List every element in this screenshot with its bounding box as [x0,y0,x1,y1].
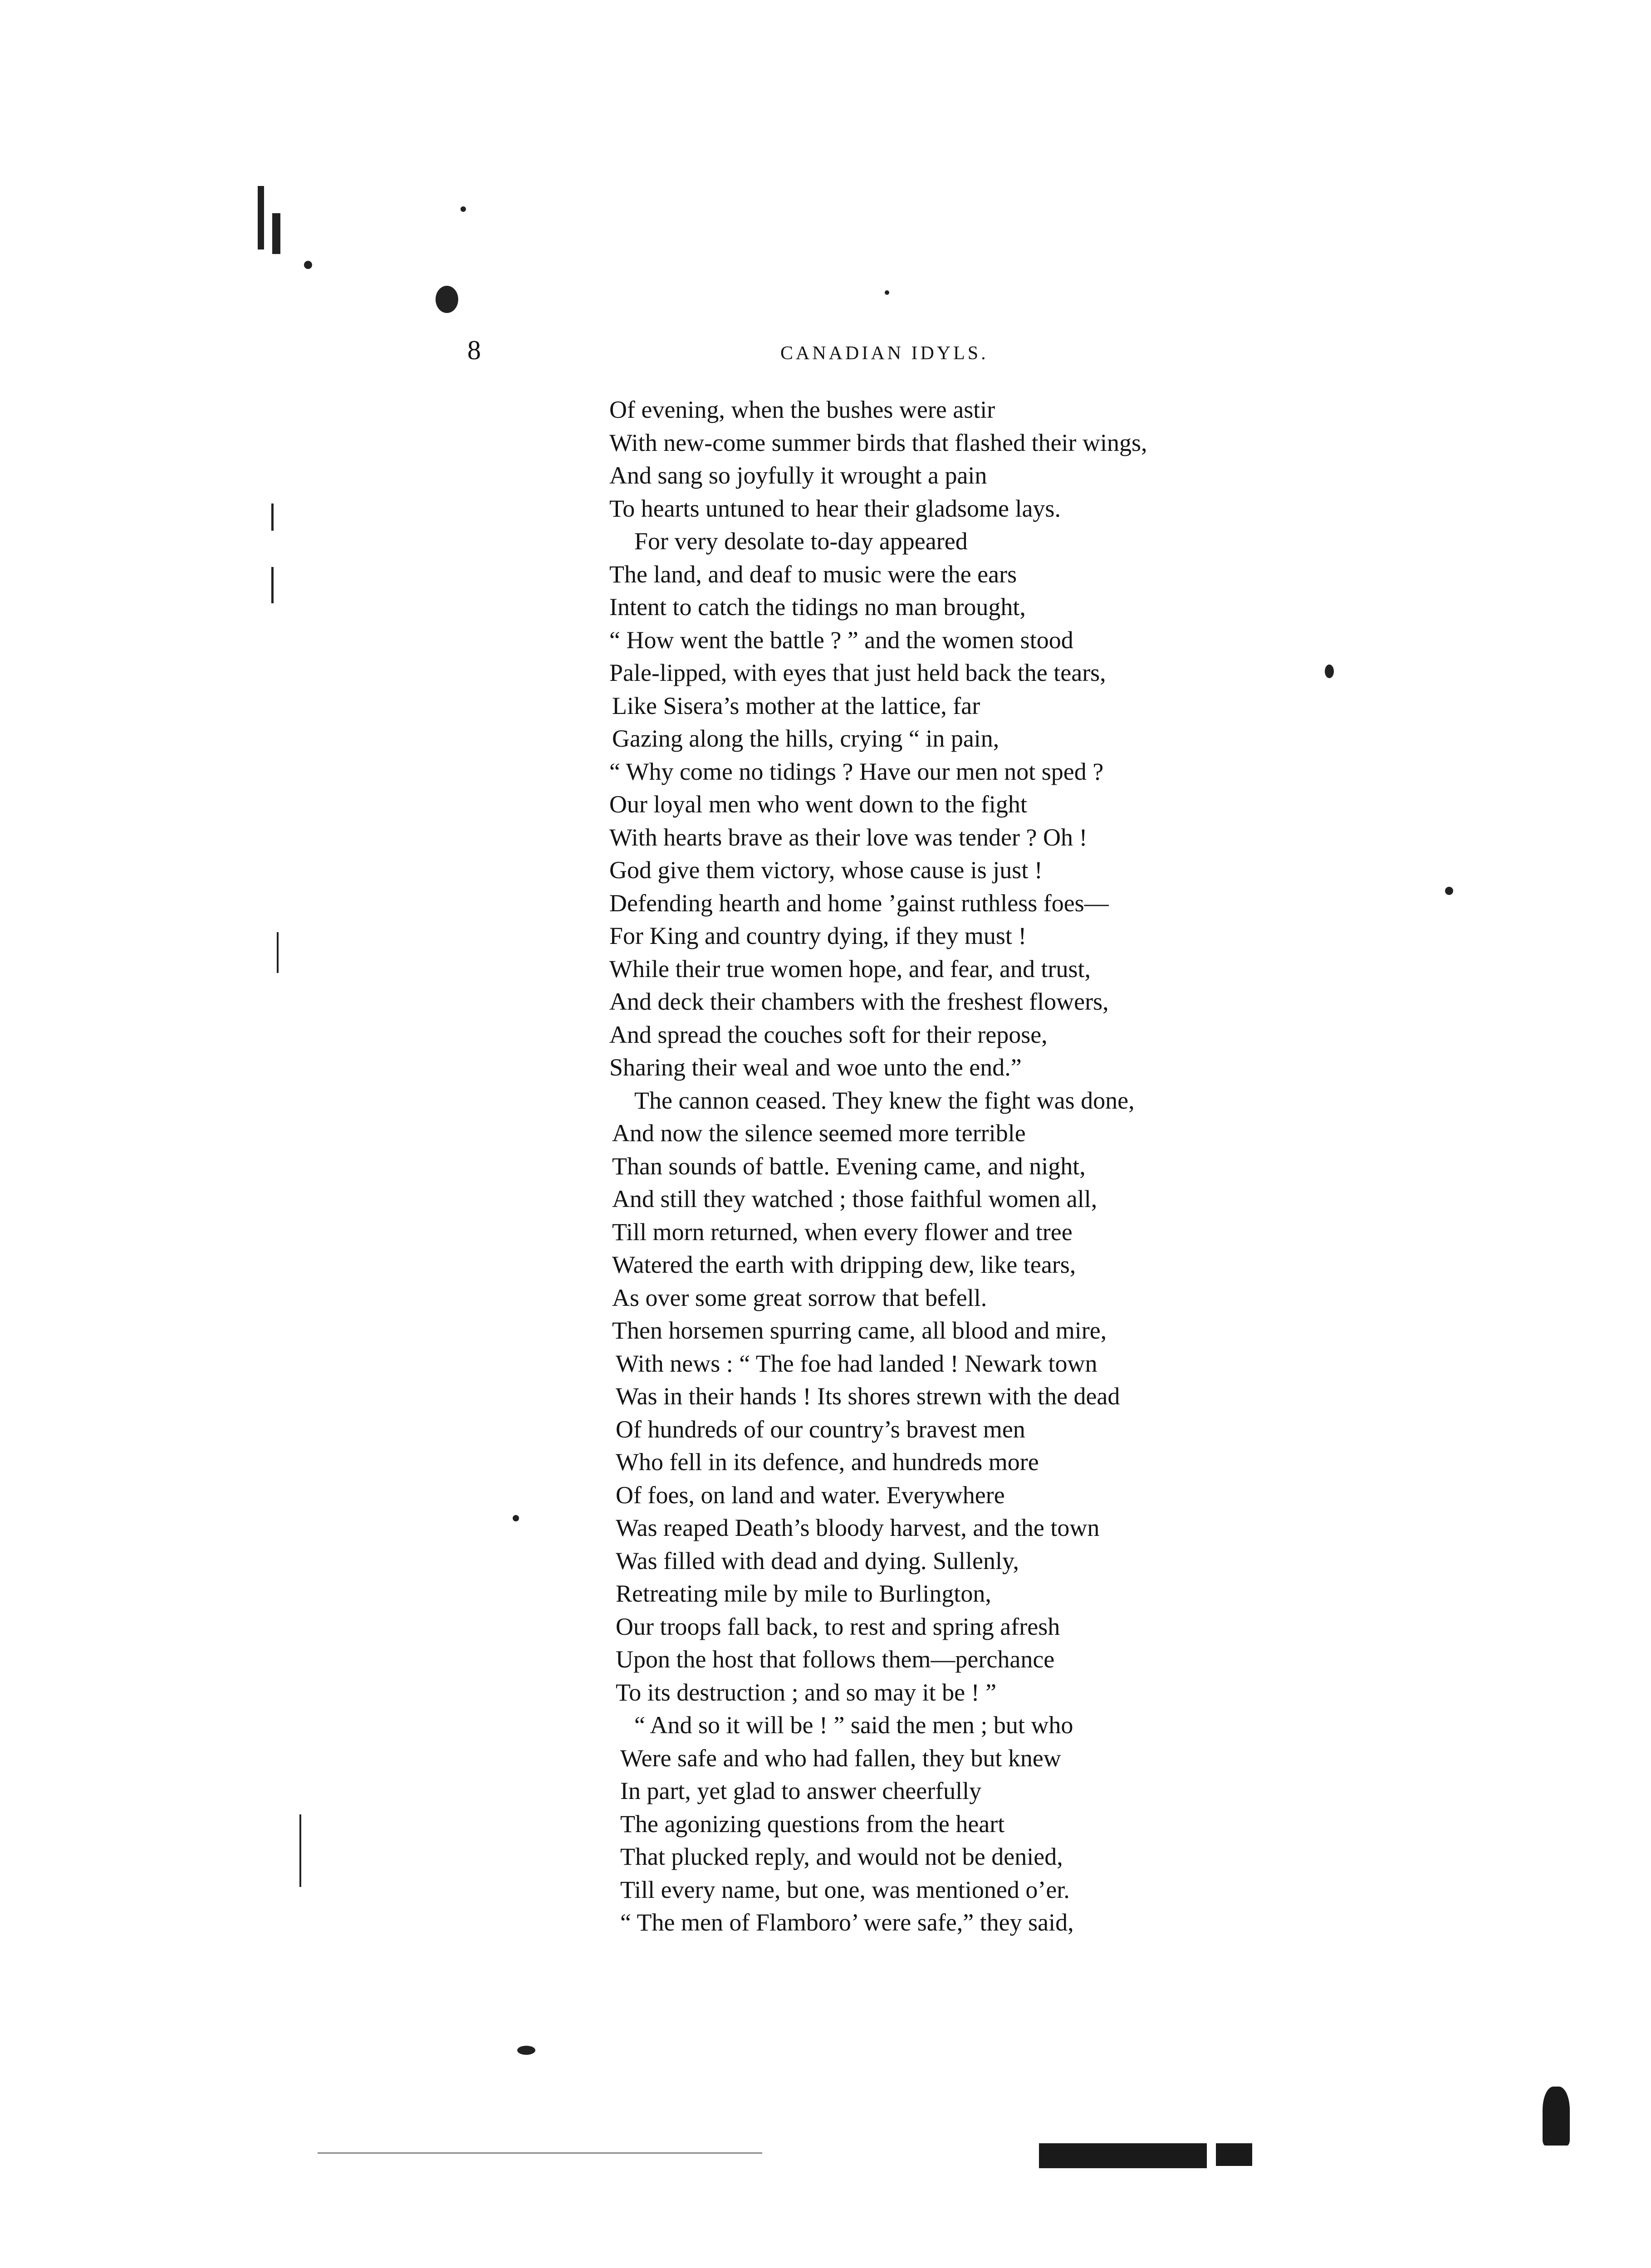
scan-artifact [517,2046,535,2055]
poem-line: And sang so joyfully it wrought a pain [609,462,987,489]
poem-line: In part, yet glad to answer cheerfully [620,1777,982,1804]
poem-line: Were safe and who had fallen, they but knew [620,1744,1061,1772]
scan-artifact [299,1814,301,1887]
poem-line: Then horsemen spurring came, all blood and mire, [612,1317,1107,1344]
poem-line: God give them victory, whose cause is just ! [609,856,1043,884]
poem-line: As over some great sorrow that befell. [612,1284,987,1311]
scan-artifact [885,290,889,295]
scan-artifact [1216,2143,1252,2166]
page-number: 8 [467,335,481,365]
poem-line: And still they watched ; those faithful women all, [612,1185,1097,1212]
poem-line: Of evening, when the bushes were astir [609,396,995,423]
poem-line: With hearts brave as their love was tender ? Oh ! [609,823,1088,851]
scan-artifact [304,261,312,269]
poem-line: “ The men of Flamboro’ were safe,” they said, [620,1909,1074,1936]
scan-artifact [1543,2087,1570,2146]
poem-text [609,393,1317,1939]
poem-line: Who fell in its defence, and hundreds more [616,1448,1039,1476]
poem-line: Till every name, but one, was mentioned o’er. [620,1876,1070,1903]
poem-line: With new-come summer birds that flashed their wings, [609,429,1147,456]
scan-artifact [272,213,280,254]
poem-line: While their true women hope, and fear, and trust, [609,955,1091,982]
poem-line: Our troops fall back, to rest and spring afresh [616,1613,1060,1640]
scan-artifact [277,932,279,973]
poem-line: For King and country dying, if they must ! [609,922,1027,949]
scan-artifact [461,206,466,212]
scan-artifact [1039,2143,1207,2168]
poem-line: Of hundreds of our country’s bravest men [616,1415,1025,1443]
poem-line: For very desolate to-day appeared [634,528,968,555]
poem-line: And spread the couches soft for their repose, [609,1021,1048,1048]
scan-artifact [258,186,264,249]
poem-line: That plucked reply, and would not be denied, [620,1843,1063,1870]
scan-artifact [513,1515,519,1521]
poem-line: With news : “ The foe had landed ! Newark town [616,1349,1097,1377]
scan-artifact [318,2152,762,2154]
poem-line: The land, and deaf to music were the ears [609,560,1017,588]
poem-line: Till morn returned, when every flower and tree [612,1218,1073,1246]
poem-line: Was filled with dead and dying. Sullenly, [616,1547,1019,1574]
poem-line: Than sounds of battle. Evening came, and night, [612,1152,1086,1180]
poem-line: Was reaped Death’s bloody harvest, and the town [616,1514,1100,1541]
poem-line: Of foes, on land and water. Everywhere [616,1481,1005,1509]
poem-line: Intent to catch the tidings no man brought, [609,593,1026,621]
running-head: CANADIAN IDYLS. [780,343,989,364]
poem-line: Sharing their weal and woe unto the end.” [609,1054,1022,1081]
poem-line: Pale-lipped, with eyes that just held back the tears, [609,659,1106,686]
poem-line: “ Why come no tidings ? Have our men not sped ? [609,758,1104,785]
poem-line: To its destruction ; and so may it be ! ” [616,1678,997,1706]
poem-line: “ And so it will be ! ” said the men ; but who [634,1711,1073,1739]
poem-line: Like Sisera’s mother at the lattice, far [612,692,980,719]
poem-line: Defending hearth and home ’gainst ruthless foes— [609,889,1109,917]
poem-line: Upon the host that follows them—perchance [616,1646,1055,1673]
poem-line: And now the silence seemed more terrible [612,1119,1026,1147]
poem-line: Watered the earth with dripping dew, like tears, [612,1251,1076,1278]
poem-line: And deck their chambers with the freshest flowers, [609,988,1109,1015]
scan-artifact [1445,887,1453,895]
poem-line: To hearts untuned to hear their gladsome lays. [609,494,1061,522]
poem-line: “ How went the battle ? ” and the women stood [609,626,1073,654]
poem-line: The agonizing questions from the heart [620,1810,1005,1838]
scan-artifact [436,286,458,313]
poem-line: Retreating mile by mile to Burlington, [616,1580,991,1607]
poem-line: Our loyal men who went down to the fight [609,791,1027,818]
poem-line: Gazing along the hills, crying “ in pain, [612,725,999,752]
scan-artifact [1325,665,1334,678]
scan-artifact [271,503,274,531]
poem-line: The cannon ceased. They knew the fight was done, [634,1086,1135,1114]
scan-artifact [271,567,274,603]
poem-line: Was in their hands ! Its shores strewn with the dead [616,1383,1120,1410]
